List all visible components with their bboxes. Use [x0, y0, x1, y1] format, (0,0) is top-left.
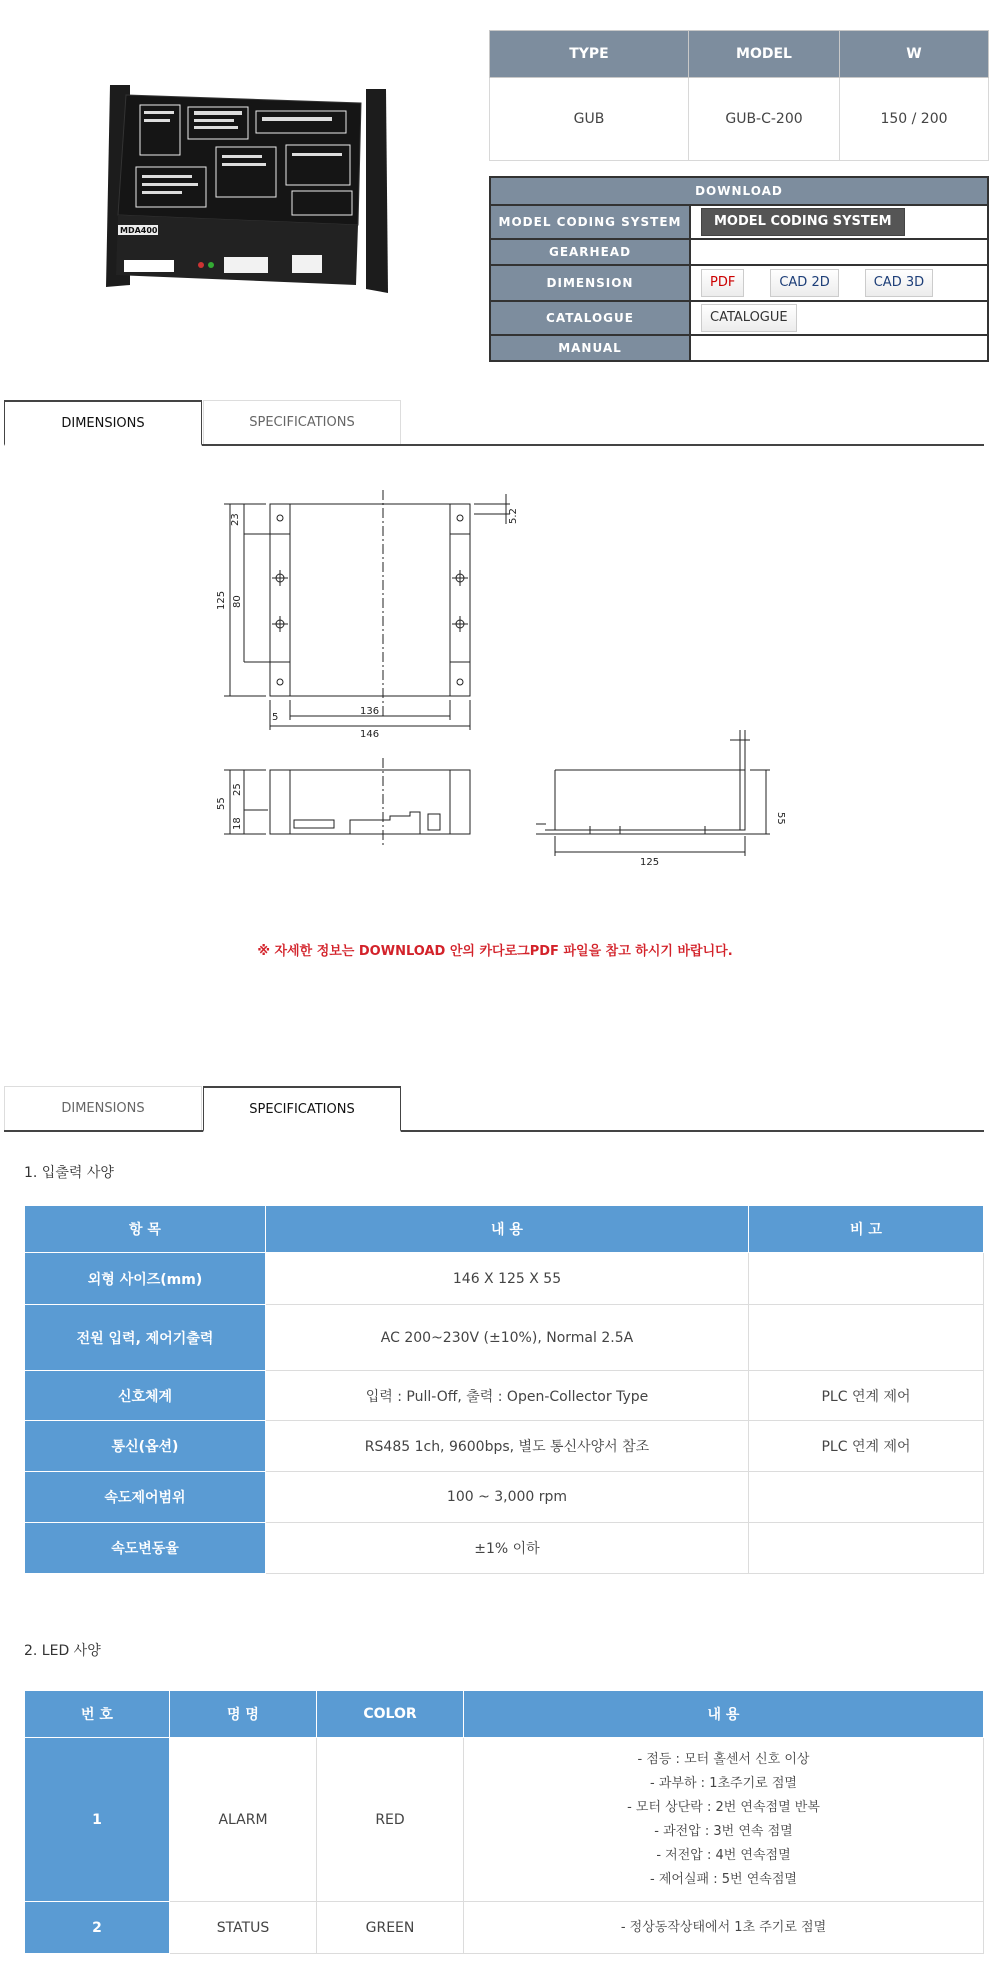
dim-136: 136: [360, 706, 380, 717]
led-name: ALARM: [170, 1738, 317, 1902]
led-header-color: COLOR: [317, 1691, 464, 1738]
led-desc: - 점등 : 모터 홀센서 신호 이상 - 과부하 : 1초주기로 점멸 - 모터 상단락 : 2번 연속점멸 반복 - 과전압 : 3번 연속 점멸 - 저전압 : 4번 연속점멸 - 제어실패 : 5번 연속점멸: [464, 1738, 984, 1902]
cell-type: GUB: [490, 78, 689, 161]
tab-specifications[interactable]: SPECIFICATIONS: [203, 400, 401, 444]
io-note: PLC 연계 제어: [749, 1371, 984, 1421]
io-note: [749, 1472, 984, 1523]
io-note: PLC 연계 제어: [749, 1421, 984, 1472]
io-value: 100 ~ 3,000 rpm: [266, 1472, 749, 1523]
dim-23: 23: [230, 513, 241, 526]
dim-125: 125: [216, 590, 227, 610]
io-key: 외형 사이즈(mm): [25, 1253, 266, 1305]
io-key: 속도제어범위: [25, 1472, 266, 1523]
led-name: STATUS: [170, 1902, 317, 1954]
download-table: [489, 176, 989, 362]
io-key: 전원 입력, 제어기출력: [25, 1305, 266, 1371]
led-spec-table: [24, 1690, 984, 1954]
io-note: [749, 1305, 984, 1371]
table-row: [25, 1472, 984, 1523]
model-coding-button[interactable]: MODEL CODING SYSTEM: [701, 208, 905, 236]
table-row: [25, 1371, 984, 1421]
tabs-dimensions-section: [4, 400, 984, 446]
label-dimension: DIMENSION: [490, 265, 690, 301]
pdf-button[interactable]: PDF: [701, 269, 744, 297]
io-note: [749, 1523, 984, 1574]
io-value: 146 X 125 X 55: [266, 1253, 749, 1305]
tab-specifications-2[interactable]: SPECIFICATIONS: [203, 1086, 401, 1132]
table-row: [25, 1253, 984, 1305]
dim-5: 5: [272, 712, 279, 723]
table-row: [25, 1738, 984, 1902]
download-note: ※ 자세한 정보는 DOWNLOAD 안의 카다로그PDF 파일을 참고 하시기 바랍니다.: [257, 944, 733, 959]
table-row: [25, 1421, 984, 1472]
dim-146: 146: [360, 729, 380, 740]
label-gearhead: GEARHEAD: [490, 239, 690, 265]
led-header-no: 번 호: [25, 1691, 170, 1738]
tab-dimensions-2[interactable]: DIMENSIONS: [4, 1086, 202, 1130]
product-model-label: MDA400: [120, 226, 158, 235]
tabs-specifications-section: [4, 1086, 984, 1132]
label-catalogue: CATALOGUE: [490, 301, 690, 335]
dimension-drawing: [210, 490, 810, 880]
section-led-title: 2. LED 사양: [24, 1643, 101, 1659]
dim-125-side: 125: [640, 857, 660, 868]
led-header-content: 내 용: [464, 1691, 984, 1738]
io-header-content: 내 용: [266, 1206, 749, 1253]
io-header-item: 항 목: [25, 1206, 266, 1253]
io-header-note: 비 고: [749, 1206, 984, 1253]
label-manual: MANUAL: [490, 335, 690, 361]
io-spec-table: [24, 1205, 984, 1574]
io-key: 속도변동율: [25, 1523, 266, 1574]
header-type: TYPE: [490, 31, 689, 78]
label-model-coding: MODEL CODING SYSTEM: [490, 205, 690, 239]
table-row: [25, 1305, 984, 1371]
dim-5-2: 5.2: [508, 508, 519, 524]
led-desc: - 정상동작상태에서 1초 주기로 점멸: [464, 1902, 984, 1954]
dim-25: 25: [232, 783, 243, 796]
cad-2d-button[interactable]: CAD 2D: [770, 269, 838, 297]
dim-55: 55: [216, 797, 227, 810]
dim-80: 80: [232, 595, 243, 608]
cad-3d-button[interactable]: CAD 3D: [865, 269, 933, 297]
cell-w: 150 / 200: [840, 78, 989, 161]
dim-55-side: 55: [775, 812, 786, 825]
led-color: RED: [317, 1738, 464, 1902]
gearhead-cell: [690, 239, 988, 265]
header-model: MODEL: [689, 31, 840, 78]
catalogue-button[interactable]: CATALOGUE: [701, 304, 797, 332]
table-row: [25, 1902, 984, 1954]
io-key: 통신(옵션): [25, 1421, 266, 1472]
section-io-title: 1. 입출력 사양: [24, 1165, 114, 1181]
model-table: [489, 30, 989, 161]
io-value: 입력 : Pull-Off, 출력 : Open-Collector Type: [266, 1371, 749, 1421]
download-title: DOWNLOAD: [490, 177, 988, 205]
led-no: 2: [25, 1902, 170, 1954]
led-header-name: 명 명: [170, 1691, 317, 1738]
io-value: AC 200~230V (±10%), Normal 2.5A: [266, 1305, 749, 1371]
header-w: W: [840, 31, 989, 78]
io-note: [749, 1253, 984, 1305]
product-image: [96, 75, 396, 305]
table-row: [25, 1523, 984, 1574]
cell-model: GUB-C-200: [689, 78, 840, 161]
io-key: 신호체계: [25, 1371, 266, 1421]
io-value: RS485 1ch, 9600bps, 별도 통신사양서 참조: [266, 1421, 749, 1472]
led-color: GREEN: [317, 1902, 464, 1954]
led-no: 1: [25, 1738, 170, 1902]
tab-dimensions[interactable]: DIMENSIONS: [4, 400, 202, 446]
io-value: ±1% 이하: [266, 1523, 749, 1574]
dim-18: 18: [232, 817, 243, 830]
manual-cell: [690, 335, 988, 361]
